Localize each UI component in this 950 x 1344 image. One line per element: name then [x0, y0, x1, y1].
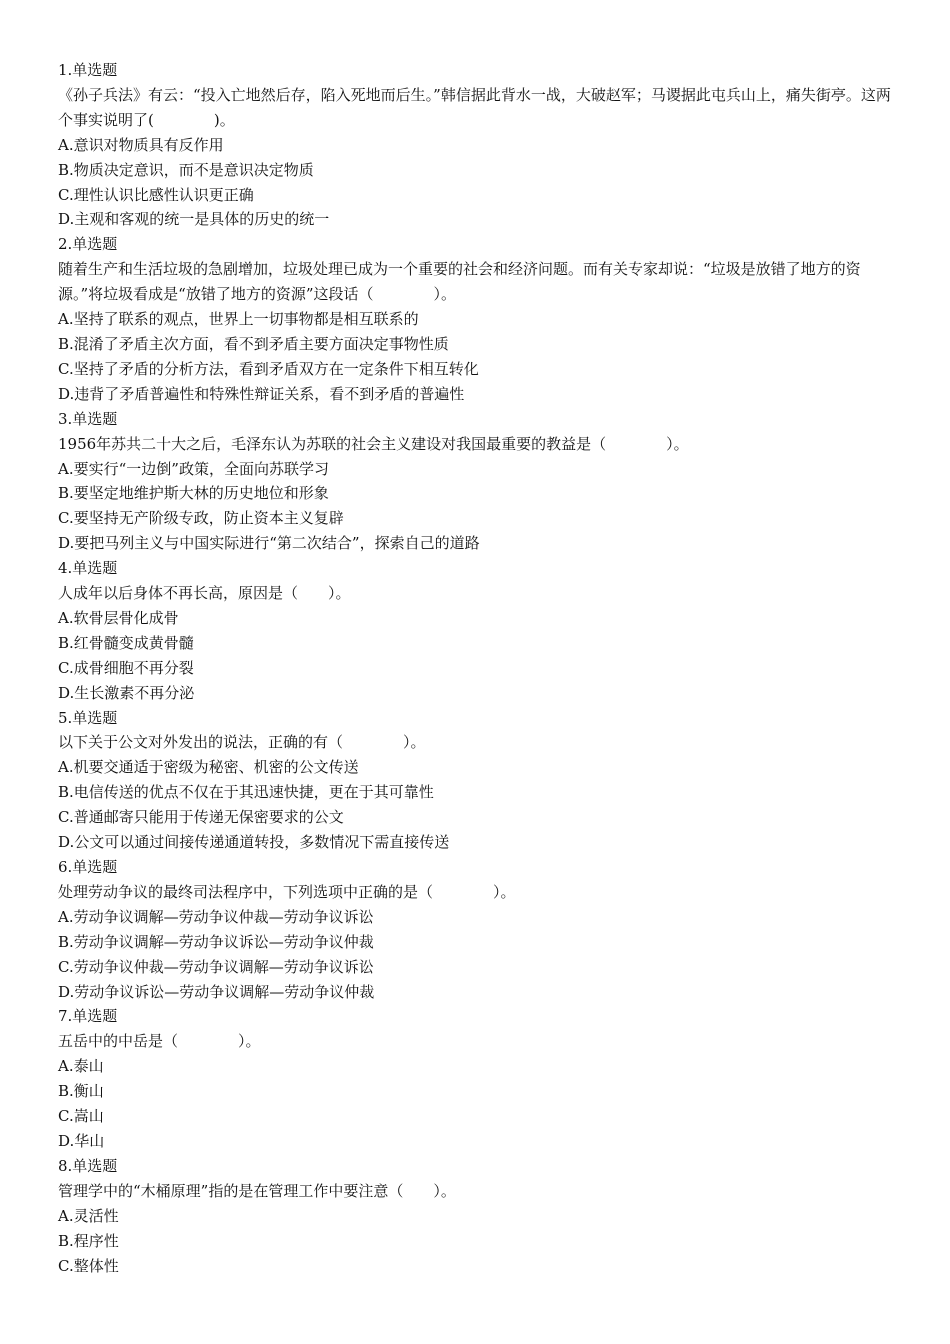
option-a: A.机要交通适于密级为秘密、机密的公文传送	[58, 758, 359, 777]
question-number: 6.单选题	[58, 858, 118, 876]
question-number: 4.单选题	[58, 559, 118, 578]
question-1	[58, 58, 894, 232]
question-number: 3.单选题	[58, 409, 118, 428]
question-8	[58, 1154, 894, 1279]
option-b: B.红骨髓变成黄骨髓	[58, 633, 194, 652]
option-c: C.劳动争议仲裁—劳动争议调解—劳动争议诉讼	[58, 957, 374, 976]
option-d: D.公文可以通过间接传递通道转投，多数情况下需直接传送	[58, 833, 450, 852]
option-b: B.要坚定地维护斯大林的历史地位和形象	[58, 484, 329, 503]
option-b: B.电信传送的优点不仅在于其迅速快捷，更在于其可靠性	[58, 783, 434, 802]
question-stem: 《孙子兵法》有云：“投入亡地然后存，陷入死地而后生。”韩信据此背水一战，大破赵军；马谡据此屯兵山上，痛失街亭。这两个事实说明了( )。	[58, 85, 891, 129]
option-b: B.混淆了矛盾主次方面，看不到矛盾主要方面决定事物性质	[58, 334, 449, 353]
document-page	[58, 58, 894, 1278]
question-number: 8.单选题	[58, 1156, 118, 1175]
question-7	[58, 1004, 894, 1153]
option-a: A.要实行“一边倒”政策，全面向苏联学习	[58, 459, 329, 478]
option-b: B.衡山	[58, 1082, 104, 1101]
option-b: B.劳动争议调解—劳动争议诉讼—劳动争议仲裁	[58, 932, 374, 951]
option-d: D.要把马列主义与中国实际进行“第二次结合”，探索自己的道路	[58, 534, 480, 553]
question-3	[58, 407, 894, 556]
question-stem: 随着生产和生活垃圾的急剧增加，垃圾处理已成为一个重要的社会和经济问题。而有关专家却说：“垃圾是放错了地方的资源。”将垃圾看成是“放错了地方的资源”这段话（ ）。	[58, 260, 861, 304]
option-d: D.主观和客观的统一是具体的历史的统一	[58, 210, 330, 229]
question-stem: 管理学中的“木桶原理”指的是在管理工作中要注意（ ）。	[58, 1181, 456, 1200]
question-stem: 以下关于公文对外发出的说法，正确的有（ ）。	[58, 733, 426, 752]
question-number: 1.单选题	[58, 61, 118, 79]
question-number: 7.单选题	[58, 1007, 118, 1026]
question-2	[58, 232, 894, 406]
option-c: C.嵩山	[58, 1107, 104, 1126]
option-a: A.灵活性	[58, 1206, 119, 1225]
question-stem: 五岳中的中岳是（ ）。	[58, 1032, 261, 1051]
option-d: D.违背了矛盾普遍性和特殊性辩证关系，看不到矛盾的普遍性	[58, 384, 465, 403]
question-5	[58, 706, 894, 855]
option-a: A.软骨层骨化成骨	[58, 608, 179, 627]
option-a: A.劳动争议调解—劳动争议仲裁—劳动争议诉讼	[58, 907, 374, 926]
option-c: C.要坚持无产阶级专政，防止资本主义复辟	[58, 509, 344, 528]
option-c: C.成骨细胞不再分裂	[58, 658, 194, 677]
option-c: C.理性认识比感性认识更正确	[58, 185, 254, 204]
option-d: D.劳动争议诉讼—劳动争议调解—劳动争议仲裁	[58, 982, 375, 1001]
option-c: C.普通邮寄只能用于传递无保密要求的公文	[58, 808, 344, 827]
question-stem: 1956年苏共二十大之后，毛泽东认为苏联的社会主义建设对我国最重要的教益是（ ）。	[58, 434, 689, 453]
option-d: D.生长激素不再分泌	[58, 683, 195, 702]
question-number: 2.单选题	[58, 235, 118, 254]
option-c: C.整体性	[58, 1256, 119, 1275]
option-d: D.华山	[58, 1131, 105, 1150]
option-a: A.意识对物质具有反作用	[58, 135, 224, 154]
option-b: B.程序性	[58, 1231, 119, 1250]
option-c: C.坚持了矛盾的分析方法，看到矛盾双方在一定条件下相互转化	[58, 359, 479, 378]
question-stem: 处理劳动争议的最终司法程序中，下列选项中正确的是（ ）。	[58, 882, 516, 901]
question-number: 5.单选题	[58, 708, 118, 727]
option-a: A.泰山	[58, 1057, 104, 1076]
option-a: A.坚持了联系的观点，世界上一切事物都是相互联系的	[58, 310, 419, 329]
question-6	[58, 855, 894, 1004]
option-b: B.物质决定意识，而不是意识决定物质	[58, 160, 314, 179]
question-4	[58, 556, 894, 705]
question-stem: 人成年以后身体不再长高，原因是（ ）。	[58, 584, 351, 603]
